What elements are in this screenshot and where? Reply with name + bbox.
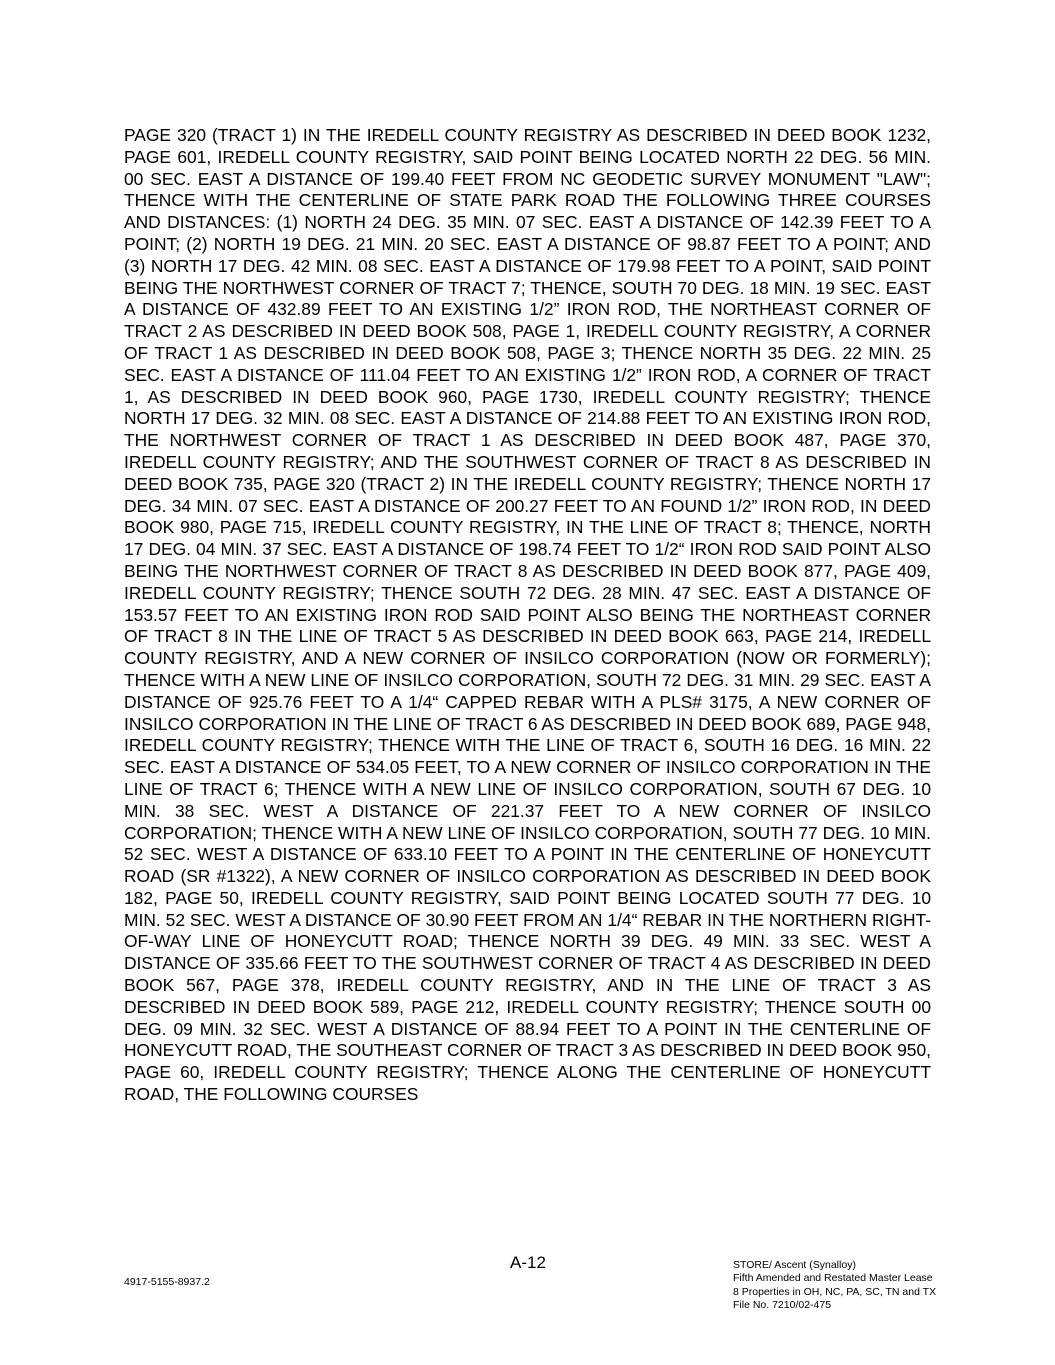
- footer-line-document-title: Fifth Amended and Restated Master Lease: [733, 1272, 933, 1285]
- footer-line-properties: 8 Properties in OH, NC, PA, SC, TN and TX: [733, 1285, 937, 1298]
- footer-reference-block: [733, 1259, 1033, 1313]
- legal-description-paragraph: PAGE 320 (TRACT 1) IN THE IREDELL COUNTY REGISTRY AS DESCRIBED IN DEED BOOK 1232, PAGE 601, IREDELL COUNTY REGISTRY, SAID POINT BEING LOCATED NORTH 22 DEG. 56 MIN. 00 SEC. EAST A DISTANCE OF 199.40 FEET FROM NC GEODETIC SURVEY MONUMENT "LAW"; THENCE WITH THE CENTERLINE OF STATE PARK ROAD THE FOLLOWING THREE COURSES AND DISTANCES: (1) NORTH 24 DEG. 35 MIN. 07 SEC. EAST A DISTANCE OF 142.39 FEET TO A POINT; (2) NORTH 19 DEG. 21 MIN. 20 SEC. EAST A DISTANCE OF 98.87 FEET TO A POINT; AND (3) NORTH 17 DEG. 42 MIN. 08 SEC. EAST A DISTANCE OF 179.98 FEET TO A POINT, SAID POINT BEING THE NORTHWEST CORNER OF TRACT 7; THENCE, SOUTH 70 DEG. 18 MIN. 19 SEC. EAST A DISTANCE OF 432.89 FEET TO AN EXISTING 1/2” IRON ROD, THE NORTHEAST CORNER OF TRACT 2 AS DESCRIBED IN DEED BOOK 508, PAGE 1, IREDELL COUNTY REGISTRY, A CORNER OF TRACT 1 AS DESCRIBED IN DEED BOOK 508, PAGE 3; THENCE NORTH 35 DEG. 22 MIN. 25 SEC. EAST A DISTANCE OF 111.04 FEET TO AN EXISTING 1/2” IRON ROD, A CORNER OF TRACT 1, AS DESCRIBED IN DEED BOOK 960, PAGE 1730, IREDELL COUNTY REGISTRY; THENCE NORTH 17 DEG. 32 MIN. 08 SEC. EAST A DISTANCE OF 214.88 FEET TO AN EXISTING IRON ROD, THE NORTHWEST CORNER OF TRACT 1 AS DESCRIBED IN DEED BOOK 487, PAGE 370, IREDELL COUNTY REGISTRY; AND THE SOUTHWEST CORNER OF TRACT 8 AS DESCRIBED IN DEED BOOK 735, PAGE 320 (TRACT 2) IN THE IREDELL COUNTY REGISTRY; THENCE NORTH 17 DEG. 34 MIN. 07 SEC. EAST A DISTANCE OF 200.27 FEET TO AN FOUND 1/2” IRON ROD, IN DEED BOOK 980, PAGE 715, IREDELL COUNTY REGISTRY, IN THE LINE OF TRACT 8; THENCE, NORTH 17 DEG. 04 MIN. 37 SEC. EAST A DISTANCE OF 198.74 FEET TO 1/2“ IRON ROD SAID POINT ALSO BEING THE NORTHWEST CORNER OF TRACT 8 AS DESCRIBED IN DEED BOOK 877, PAGE 409, IREDELL COUNTY REGISTRY; THENCE SOUTH 72 DEG. 28 MIN. 47 SEC. EAST A DISTANCE OF 153.57 FEET TO AN EXISTING IRON ROD SAID POINT ALSO BEING THE NORTHEAST CORNER OF TRACT 8 IN THE LINE OF TRACT 5 AS DESCRIBED IN DEED BOOK 663, PAGE 214, IREDELL COUNTY REGISTRY, AND A NEW CORNER OF INSILCO CORPORATION (NOW OR FORMERLY); THENCE WITH A NEW LINE OF INSILCO CORPORATION, SOUTH 72 DEG. 31 MIN. 29 SEC. EAST A DISTANCE OF 925.76 FEET TO A 1/4“ CAPPED REBAR WITH A PLS# 3175, A NEW CORNER OF INSILCO CORPORATION IN THE LINE OF TRACT 6 AS DESCRIBED IN DEED BOOK 689, PAGE 948, IREDELL COUNTY REGISTRY; THENCE WITH THE LINE OF TRACT 6, SOUTH 16 DEG. 16 MIN. 22 SEC. EAST A DISTANCE OF 534.05 FEET, TO A NEW CORNER OF INSILCO CORPORATION IN THE LINE OF TRACT 6; THENCE WITH A NEW LINE OF INSILCO CORPORATION, SOUTH 67 DEG. 10 MIN. 38 SEC. WEST A DISTANCE OF 221.37 FEET TO A NEW CORNER OF INSILCO CORPORATION; THENCE WITH A NEW LINE OF INSILCO CORPORATION, SOUTH 77 DEG. 10 MIN. 52 SEC. WEST A DISTANCE OF 633.10 FEET TO A POINT IN THE CENTERLINE OF HONEYCUTT ROAD (SR #1322), A NEW CORNER OF INSILCO CORPORATION AS DESCRIBED IN DEED BOOK 182, PAGE 50, IREDELL COUNTY REGISTRY, SAID POINT BEING LOCATED SOUTH 77 DEG. 10 MIN. 52 SEC. WEST A DISTANCE OF 30.90 FEET FROM AN 1/4“ REBAR IN THE NORTHERN RIGHT-OF-WAY LINE OF HONEYCUTT ROAD; THENCE NORTH 39 DEG. 49 MIN. 33 SEC. WEST A DISTANCE OF 335.66 FEET TO THE SOUTHWEST CORNER OF TRACT 4 AS DESCRIBED IN DEED BOOK 567, PAGE 378, IREDELL COUNTY REGISTRY, AND IN THE LINE OF TRACT 3 AS DESCRIBED IN DEED BOOK 589, PAGE 212, IREDELL COUNTY REGISTRY; THENCE SOUTH 00 DEG. 09 MIN. 32 SEC. WEST A DISTANCE OF 88.94 FEET TO A POINT IN THE CENTERLINE OF HONEYCUTT ROAD, THE SOUTHEAST CORNER OF TRACT 3 AS DESCRIBED IN DEED BOOK 950, PAGE 60, IREDELL COUNTY REGISTRY; THENCE ALONG THE CENTERLINE OF HONEYCUTT ROAD, THE FOLLOWING COURSES: [124, 125, 931, 1105]
- footer-line-client: STORE/ Ascent (Synalloy): [733, 1259, 856, 1271]
- page-number: A-12: [510, 1253, 546, 1272]
- document-id: 4917-5155-8937.2: [124, 1276, 210, 1288]
- footer-line-file-number: File No. 7210/02-475: [733, 1299, 832, 1312]
